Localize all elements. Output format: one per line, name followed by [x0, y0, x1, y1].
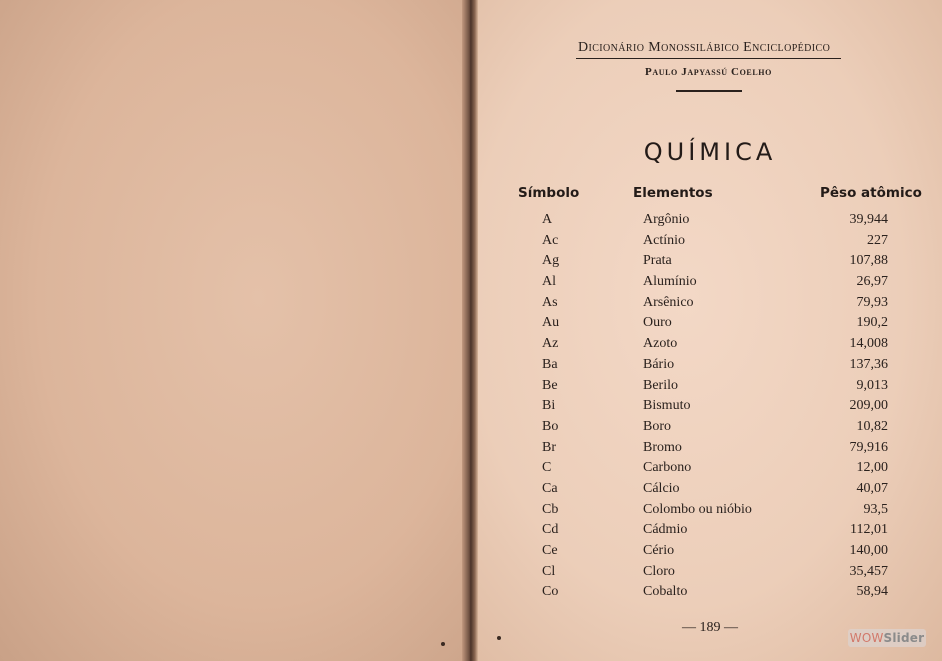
table-row	[530, 233, 900, 254]
weight-cell: 137,36	[849, 356, 888, 372]
table-row	[530, 212, 900, 233]
weight-cell: 140,00	[849, 543, 888, 558]
element-cell: Bismuto	[643, 398, 691, 414]
weight-cell: 93,5	[863, 501, 888, 517]
table-row	[530, 460, 900, 481]
symbol-cell: Ac	[542, 232, 559, 248]
element-cell: Bromo	[643, 439, 682, 455]
table-row	[530, 378, 900, 399]
table-row	[530, 336, 900, 357]
symbol-cell: Co	[542, 584, 559, 600]
weight-cell: 79,93	[856, 294, 888, 310]
element-cell: Colombo ou nióbio	[643, 501, 752, 517]
weight-cell: 26,97	[856, 274, 888, 290]
symbol-cell: Cl	[542, 563, 556, 579]
element-cell: Ouro	[643, 315, 672, 331]
table-row	[530, 564, 900, 585]
column-header-symbol: Símbolo	[518, 185, 580, 201]
column-header-weight: Pêso atômico	[820, 185, 922, 201]
element-cell: Cádmio	[643, 522, 688, 538]
weight-cell: 10,82	[856, 418, 888, 434]
element-cell: Actínio	[643, 232, 685, 248]
book-title: Dicionário Monossilábico Enciclopédico	[578, 40, 831, 55]
table-row	[530, 274, 900, 295]
table-row	[530, 522, 900, 543]
print-speck	[497, 636, 501, 640]
author-divider	[676, 90, 742, 92]
table-row	[530, 419, 900, 440]
element-cell: Carbono	[643, 460, 692, 476]
table-row	[530, 440, 900, 461]
element-cell: Bário	[643, 356, 675, 372]
title-underline	[576, 58, 841, 59]
symbol-cell: Au	[542, 315, 560, 331]
symbol-cell: Bo	[542, 418, 559, 434]
weight-cell: 190,2	[856, 315, 888, 331]
weight-cell: 40,07	[856, 480, 888, 496]
weight-cell: 209,00	[849, 398, 888, 414]
weight-cell: 112,01	[850, 522, 888, 538]
author-name: Paulo Japyassú Coelho	[645, 66, 772, 78]
table-row	[530, 295, 900, 316]
table-row	[530, 398, 900, 419]
page-number: — 189 —	[682, 620, 738, 635]
element-cell: Cério	[643, 543, 675, 558]
element-cell: Cloro	[643, 563, 675, 579]
section-title: QUÍMICA	[643, 138, 777, 166]
weight-cell: 35,457	[849, 563, 888, 579]
weight-cell: 12,00	[856, 460, 888, 476]
element-cell: Alumínio	[643, 274, 697, 290]
element-cell: Cálcio	[643, 480, 680, 496]
weight-cell: 9,013	[856, 377, 888, 393]
weight-cell: 227	[867, 232, 888, 248]
weight-cell: 107,88	[849, 253, 888, 269]
table-row	[530, 315, 900, 336]
elements-table	[530, 212, 900, 605]
left-page	[0, 0, 470, 661]
symbol-cell: Ag	[542, 253, 560, 269]
symbol-cell: Az	[542, 336, 559, 352]
symbol-cell: C	[542, 460, 552, 476]
symbol-cell: Ca	[542, 480, 558, 496]
element-cell: Boro	[643, 418, 671, 434]
weight-cell: 58,94	[856, 584, 888, 600]
weight-cell: 14,008	[849, 336, 888, 352]
symbol-cell: Ba	[542, 356, 558, 372]
watermark-part-1: WOW	[849, 631, 884, 645]
print-speck	[441, 642, 445, 646]
symbol-cell: Cb	[542, 501, 559, 517]
element-cell: Prata	[643, 253, 672, 269]
symbol-cell: Cd	[542, 522, 559, 538]
symbol-cell: Al	[542, 274, 556, 290]
table-row	[530, 502, 900, 523]
element-cell: Berilo	[643, 377, 678, 393]
element-cell: Arsênico	[643, 294, 694, 310]
symbol-cell: As	[542, 294, 558, 310]
symbol-cell: Bi	[542, 398, 556, 414]
symbol-cell: Be	[542, 377, 558, 393]
element-cell: Azoto	[643, 336, 678, 352]
element-cell: Argônio	[643, 212, 690, 227]
table-row	[530, 481, 900, 502]
symbol-cell: Ce	[542, 543, 558, 558]
element-cell: Cobalto	[643, 584, 688, 600]
weight-cell: 39,944	[849, 212, 888, 227]
table-row	[530, 357, 900, 378]
column-header-element: Elementos	[633, 185, 713, 201]
book-gutter	[462, 0, 478, 661]
watermark-part-2: Slider	[883, 631, 925, 645]
table-row	[530, 253, 900, 274]
table-row	[530, 584, 900, 605]
symbol-cell: A	[542, 212, 553, 227]
watermark-logo[interactable]	[848, 629, 926, 647]
symbol-cell: Br	[542, 439, 556, 455]
table-row	[530, 543, 900, 564]
weight-cell: 79,916	[849, 439, 888, 455]
